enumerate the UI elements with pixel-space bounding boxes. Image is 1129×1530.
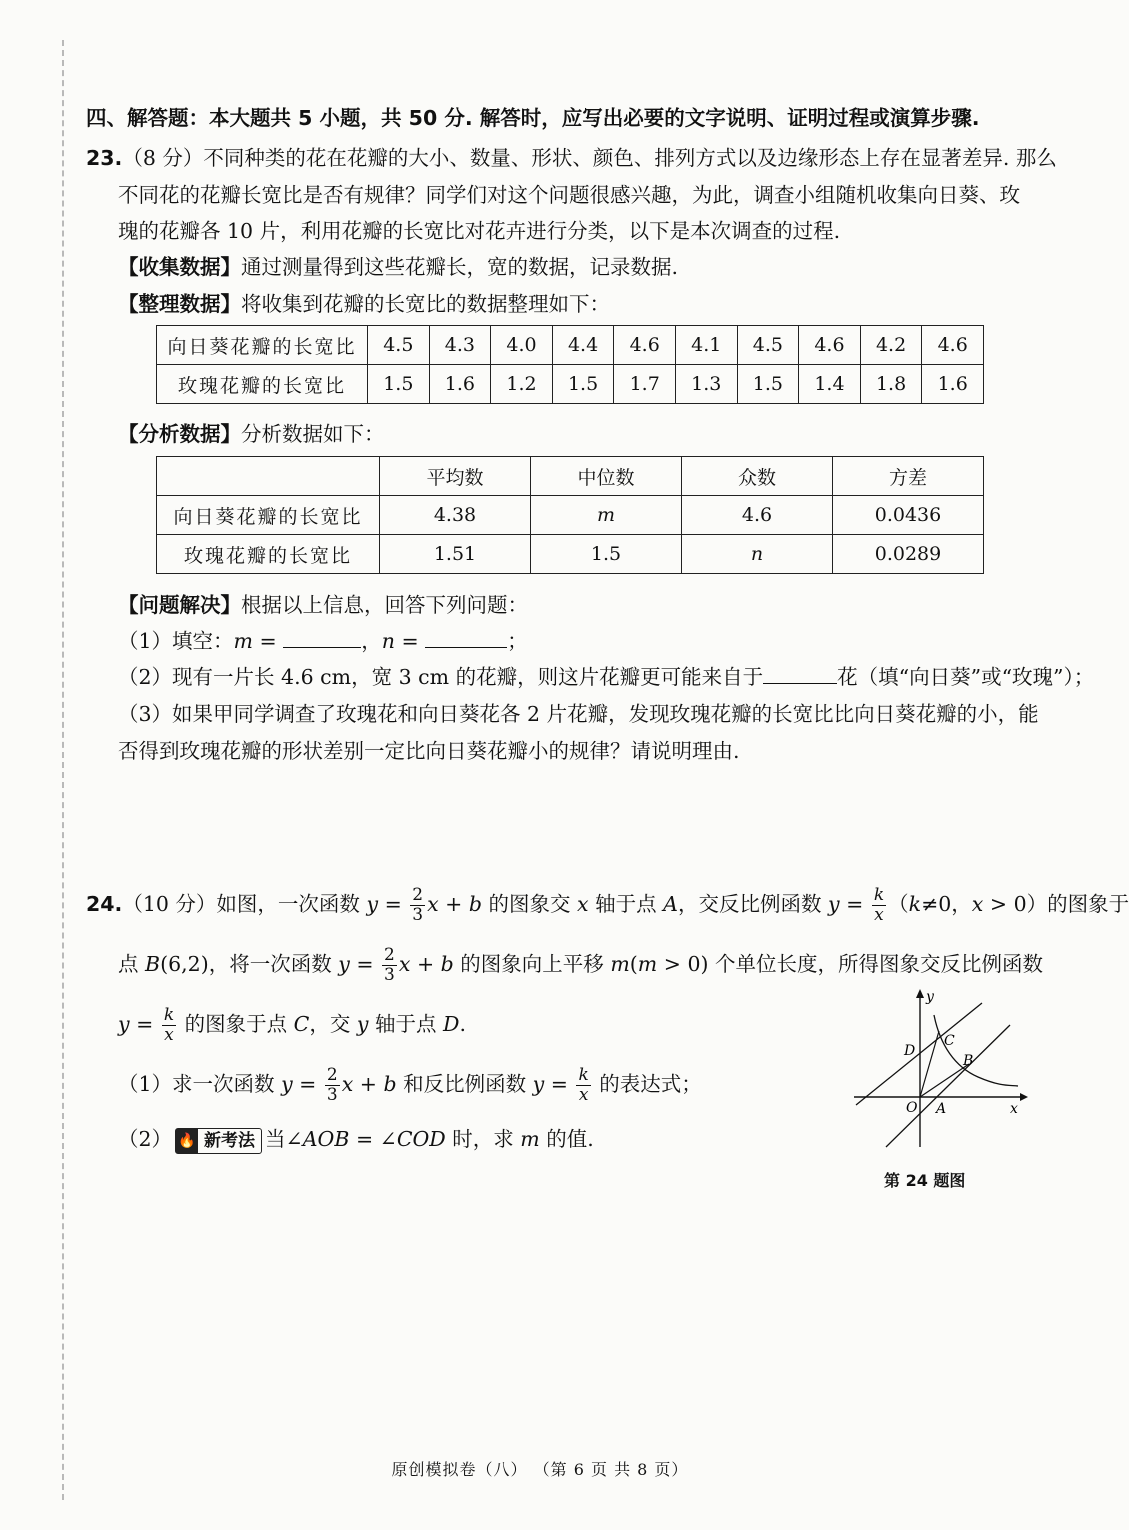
table-cell: 4.6 — [614, 326, 676, 365]
table-cell: 1.3 — [675, 365, 737, 404]
table-cell: n — [682, 535, 833, 574]
table-cell: 4.6 — [922, 326, 984, 365]
q23-number: 23. — [86, 146, 123, 170]
table-header-row — [157, 457, 984, 496]
section-header: 四、解答题：本大题共 5 小题，共 50 分. 解答时，应写出必要的文字说明、证明过程或演算步骤. — [86, 106, 980, 130]
segment-OC — [920, 1031, 939, 1097]
q24-line-3: y = $\frac{k}{x}$ 的图象于点 C，交 y 轴于点 D. — [118, 1005, 466, 1045]
table-cell: 1.7 — [614, 365, 676, 404]
point-a-label: A — [936, 1101, 947, 1117]
header-cell: 众数 — [682, 457, 833, 496]
q24-line-1: 24.（10 分）如图，一次函数 y = $\frac{2}{3}$ x + b 的图象交 x 轴于点 A，交反比例函数 y = $\frac{k}{x}$ （k≠0，x > 0）的图象于 — [86, 885, 1129, 925]
header-cell: 方差 — [833, 457, 984, 496]
row-label: 玫瑰花瓣的长宽比 — [157, 535, 380, 574]
table-cell: 1.5 — [368, 365, 430, 404]
table-cell: 4.3 — [429, 326, 491, 365]
fraction-k-over-x: $\frac{k}{x}$ — [163, 1005, 175, 1045]
table-cell: 1.2 — [491, 365, 553, 404]
table-row — [157, 326, 984, 365]
q24-part-2: （2） 🔥 新考法 当∠AOB = ∠COD 时，求 m 的值. — [118, 1122, 594, 1156]
table-cell: 4.6 — [799, 326, 861, 365]
table-cell: 1.6 — [922, 365, 984, 404]
table-cell: 1.6 — [429, 365, 491, 404]
q23-part-3-line-1: （3）如果甲同学调查了玫瑰花和向日葵花各 2 片花瓣，发现玫瑰花瓣的长宽比比向日葵花瓣的小，能 — [118, 702, 1039, 726]
table-cell: 1.5 — [737, 365, 799, 404]
point-d-label: D — [904, 1043, 916, 1059]
q23-part-2: （2）现有一片长 4.6 cm，宽 3 cm 的花瓣，则这片花瓣更可能来自于 花（填“向日葵”或“玫瑰”）； — [118, 665, 1095, 689]
y-axis-arrow — [916, 989, 924, 998]
page-footer: 原创模拟卷（八） （第 6 页 共 8 页） — [391, 1460, 689, 1479]
table-cell: 1.8 — [860, 365, 922, 404]
flame-icon: 🔥 — [176, 1129, 198, 1153]
q24-part-1: （1）求一次函数 y = $\frac{2}{3}$ x + b 和反比例函数 y = $\frac{k}{x}$ 的表达式； — [118, 1065, 702, 1105]
y-axis-label: y — [926, 989, 934, 1005]
table-row — [157, 365, 984, 404]
q23-part-3-line-2: 否得到玫瑰花瓣的形状差别一定比向日葵花瓣小的规律？请说明理由. — [118, 739, 740, 763]
table-cell: 1.4 — [799, 365, 861, 404]
q23-analyze-data: 【分析数据】分析数据如下： — [118, 422, 385, 446]
row-label: 向日葵花瓣的长宽比 — [157, 326, 368, 365]
q23-problem-solving: 【问题解决】根据以上信息，回答下列问题： — [118, 593, 528, 617]
table-cell: 4.2 — [860, 326, 922, 365]
answer-blank-flower[interactable] — [763, 663, 837, 684]
table-cell: 1.5 — [552, 365, 614, 404]
header-cell: 平均数 — [380, 457, 531, 496]
answer-blank-n[interactable] — [425, 627, 507, 648]
header-cell — [157, 457, 380, 496]
x-axis-arrow — [1020, 1093, 1028, 1101]
table-row — [157, 535, 984, 574]
table-cell: 0.0436 — [833, 496, 984, 535]
q23-intro-line-1: 23.（8 分）不同种类的花在花瓣的大小、数量、形状、颜色、排列方式以及边缘形态上存在显著差异. 那么 — [86, 146, 1057, 170]
row-label: 玫瑰花瓣的长宽比 — [157, 365, 368, 404]
point-c-label: C — [944, 1033, 955, 1049]
q23-collect-data: 【收集数据】通过测量得到这些花瓣长，宽的数据，记录数据. — [118, 255, 679, 279]
table-cell: 4.4 — [552, 326, 614, 365]
fraction-k-over-x: $\frac{k}{x}$ — [578, 1065, 589, 1105]
statistics-table — [156, 456, 984, 574]
table-cell: 0.0289 — [833, 535, 984, 574]
table-row — [157, 496, 984, 535]
figure-caption: 第 24 题图 — [884, 1171, 966, 1190]
q23-organize-data: 【整理数据】将收集到花瓣的长宽比的数据整理如下： — [118, 292, 610, 316]
q24-line-2: 点 B(6,2)，将一次函数 y = $\frac{2}{3}$ x + b 的图象向上平移 m(m > 0) 个单位长度，所得图象交反比例函数 — [118, 945, 1043, 985]
answer-blank-m[interactable] — [283, 627, 361, 648]
fraction-two-thirds: $\frac{2}{3}$ — [384, 945, 395, 985]
hyperbola-curve — [934, 1015, 1018, 1086]
fraction-two-thirds: $\frac{2}{3}$ — [326, 1065, 338, 1105]
table-cell: 4.5 — [368, 326, 430, 365]
q23-intro-line-2: 不同花的花瓣长宽比是否有规律？同学们对这个问题很感兴趣，为此，调查小组随机收集向日葵、玫 — [118, 183, 1020, 207]
q23-intro-line-3: 瑰的花瓣各 10 片，利用花瓣的长宽比对花卉进行分类，以下是本次调查的过程. — [118, 219, 841, 243]
origin-label: O — [906, 1100, 918, 1116]
header-cell: 中位数 — [531, 457, 682, 496]
fraction-k-over-x: $\frac{k}{x}$ — [873, 885, 885, 925]
q23-part-1: （1）填空：m = ，n = ； — [118, 629, 528, 653]
table-cell: 1.51 — [380, 535, 531, 574]
table-cell: 4.5 — [737, 326, 799, 365]
fraction-two-thirds: $\frac{2}{3}$ — [412, 885, 424, 925]
table-cell: m — [531, 496, 682, 535]
table-cell: 1.5 — [531, 535, 682, 574]
segment-OB — [920, 1064, 969, 1097]
row-label: 向日葵花瓣的长宽比 — [157, 496, 380, 535]
new-exam-method-badge: 🔥 新考法 — [175, 1128, 262, 1154]
point-b-label: B — [963, 1053, 974, 1069]
table-cell: 4.6 — [682, 496, 833, 535]
x-axis-label: x — [1010, 1101, 1018, 1117]
table-cell: 4.1 — [675, 326, 737, 365]
petal-ratio-table — [156, 325, 984, 404]
q24-number: 24. — [86, 892, 123, 916]
binding-margin-line — [62, 40, 64, 1500]
table-cell: 4.0 — [491, 326, 553, 365]
table-cell: 4.38 — [380, 496, 531, 535]
q24-coordinate-figure — [850, 985, 1030, 1150]
